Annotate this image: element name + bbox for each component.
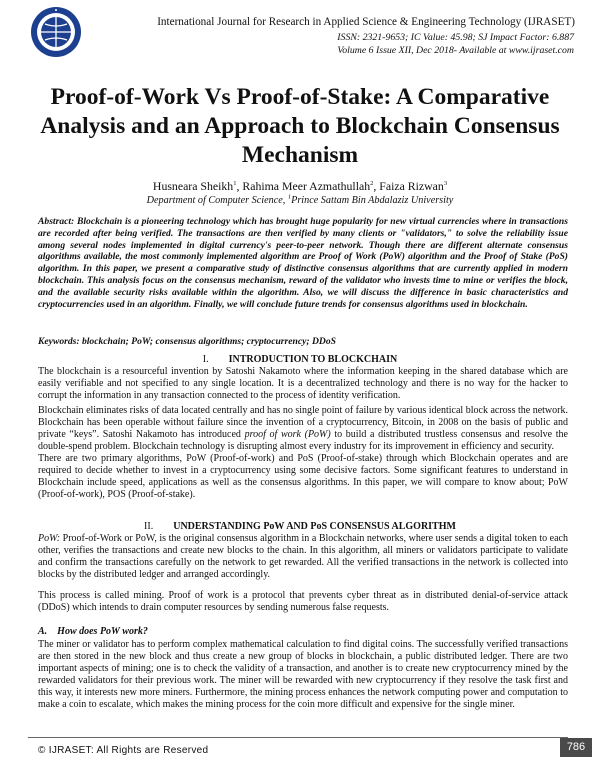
paragraph <box>38 533 568 581</box>
section-title: INTRODUCTION TO BLOCKCHAIN <box>228 354 398 365</box>
keywords-text: blockchain; PoW; consensus algorithms; cryptocurrency; DDoS <box>81 336 336 347</box>
page-number: 786 <box>560 738 592 757</box>
emphasis-pow-label: PoW: <box>38 533 61 544</box>
paragraph-text: Proof-of-Work or PoW, is the original consensus algorithm in a Blockchain networks, where user sends a digital token to each other, verifies the transactions and create new blocks to the chain. In this algorithm, all miners or validators participate to validate and confirm the transactions carefully on the network to get rewarded. All the verified transactions in the network is collected into blocks by the distributed ledger and arranged accordingly. <box>38 533 568 580</box>
paragraph: The blockchain is a resourceful invention by Satoshi Nakamoto where the information keeping in the shared database which are easily verifiable and not specified to any single location. It is a decentralized technology and there is no way for the hacker to corrupt the information in any transaction connected to the process of identity verification. <box>38 366 568 401</box>
keywords <box>38 336 568 348</box>
author-name: Husneara Sheikh <box>152 179 234 193</box>
university: Prince Sattam Bin Abdalaziz University <box>291 195 454 206</box>
author-list <box>0 179 600 193</box>
section-heading-intro <box>0 354 600 366</box>
paper-title: Proof-of-Work Vs Proof-of-Stake: A Comparative Analysis and an Approach to Blockchain Consensus Mechanism <box>40 84 560 168</box>
keywords-label: Keywords: <box>38 336 82 347</box>
affiliation-mark: 1 <box>287 193 292 201</box>
abstract-text: Blockchain is a pioneering technology which has brought huge popularity for new virtual currencies where in transactions are recorded after being verified. The transactions are then verified by many clients or "validators," to solve the reliability issue among several nodes implemented in digital currency's peer-to-peer network. Though there are different alternate consensus algorithms available, the most commonly implemented algorithm are Proof of Work (PoW) algorithm and the Proof of Stake (PoS) algorithm. In this paper, we present a comparative study of distinctive consensus algorithms that are currently applied in modern blockchain. This analysis focus on the consensus mechanism, reward of the validator who invests time to mine or verifies the block, and the available security risks available within the algorithm. Also, we will discuss the difference in basic characteristics and cryptocurrencies used in an algorithm. Finally, we will conclude future trends for consensus algorithms used in blockchain. <box>38 216 568 310</box>
section-heading-understanding <box>0 521 600 533</box>
logo-dots <box>55 9 57 11</box>
section-number: I. <box>202 354 209 365</box>
author-name: Faiza Rizwan <box>379 179 444 193</box>
paragraph: The miner or validator has to perform complex mathematical calculation to find digital coins. The successfully verified transactions are then stored in the new block and thus create a new group of blocks in blockchain, a public distributed ledger. There are two important aspects of mining; one is to check the validity of a transaction, and another is to create new cryptocurrency mined by the rewarded validators for their previous work. The miner will be rewarded with new cryptocurrency if they resolve the task first and this way, it interests new more miners. Furthermore, the mining process enhances the network computing power and computation to make a coin to escalate, which makes the mining process for the coin more difficult and expensive for the single miner. <box>38 639 568 710</box>
subsection-title: How does PoW work? <box>57 626 148 637</box>
paragraph-text: to build a distributed trustless consensus and resolve the double-spend problem. Blockchain technology is disrupting almost every industry for its improvement in efficiency and security. <box>38 428 568 452</box>
author-separator: , <box>373 179 380 193</box>
paragraph: There are two primary algorithms, PoW (Proof-of-work) and PoS (Proof-of-stake) through which Blockchain operates and are required to decide whether to invest in a cryptocurrency using some decisive factors. Some significant features to understand in Blockchain include speed, applications as well as the consensus algorithms. In this paper, we will compare to know about; PoW (Proof-of-work), POS (Proof-of-stake). <box>38 453 568 500</box>
author-separator: , <box>236 179 243 193</box>
journal-name: International Journal for Research in Applied Science & Engineering Technology (IJRASET) <box>157 16 575 28</box>
author-name: Rahima Meer Azmathullah <box>242 179 371 193</box>
subsection-number: A. <box>38 626 48 637</box>
department: Department of Computer Science, <box>146 195 288 206</box>
issn-line: ISSN: 2321-9653; IC Value: 45.98; SJ Impact Factor: 6.887 <box>337 32 574 43</box>
author-affil-mark: 3 <box>443 180 448 188</box>
subsection-heading <box>38 626 148 638</box>
author-affil-mark: 1 <box>233 180 237 188</box>
abstract-label: Abstract: <box>38 216 77 227</box>
author-affil-mark: 2 <box>370 180 374 188</box>
volume-line: Volume 6 Issue XII, Dec 2018- Available at www.ijraset.com <box>337 45 574 56</box>
paragraph-text: Blockchain eliminates risks of data located centrally and has no single point of failure by various identical block across the network. Blockchain has been operable without failure since the invention of a cryptocurrency, Bitcoin, in 2008 on the basis of public and private “keys”. Satoshi Nakamoto has introduced <box>38 405 568 440</box>
journal-logo <box>30 6 82 58</box>
paragraph <box>38 405 568 453</box>
section-number: II. <box>144 521 154 532</box>
paragraph: This process is called mining. Proof of work is a protocol that prevents cyber threat as in distributed denial-of-service attack (DDoS) which intends to drain computer resources by sending numerous false requests. <box>38 590 568 613</box>
affiliation <box>0 194 600 207</box>
emphasis-pow: proof of work (PoW) <box>244 428 331 440</box>
abstract <box>38 216 568 310</box>
footer-rule <box>28 737 568 738</box>
section-title: UNDERSTANDING PoW AND PoS CONSENSUS ALGORITHM <box>173 521 456 532</box>
copyright: © IJRASET: All Rights are Reserved <box>38 745 209 756</box>
